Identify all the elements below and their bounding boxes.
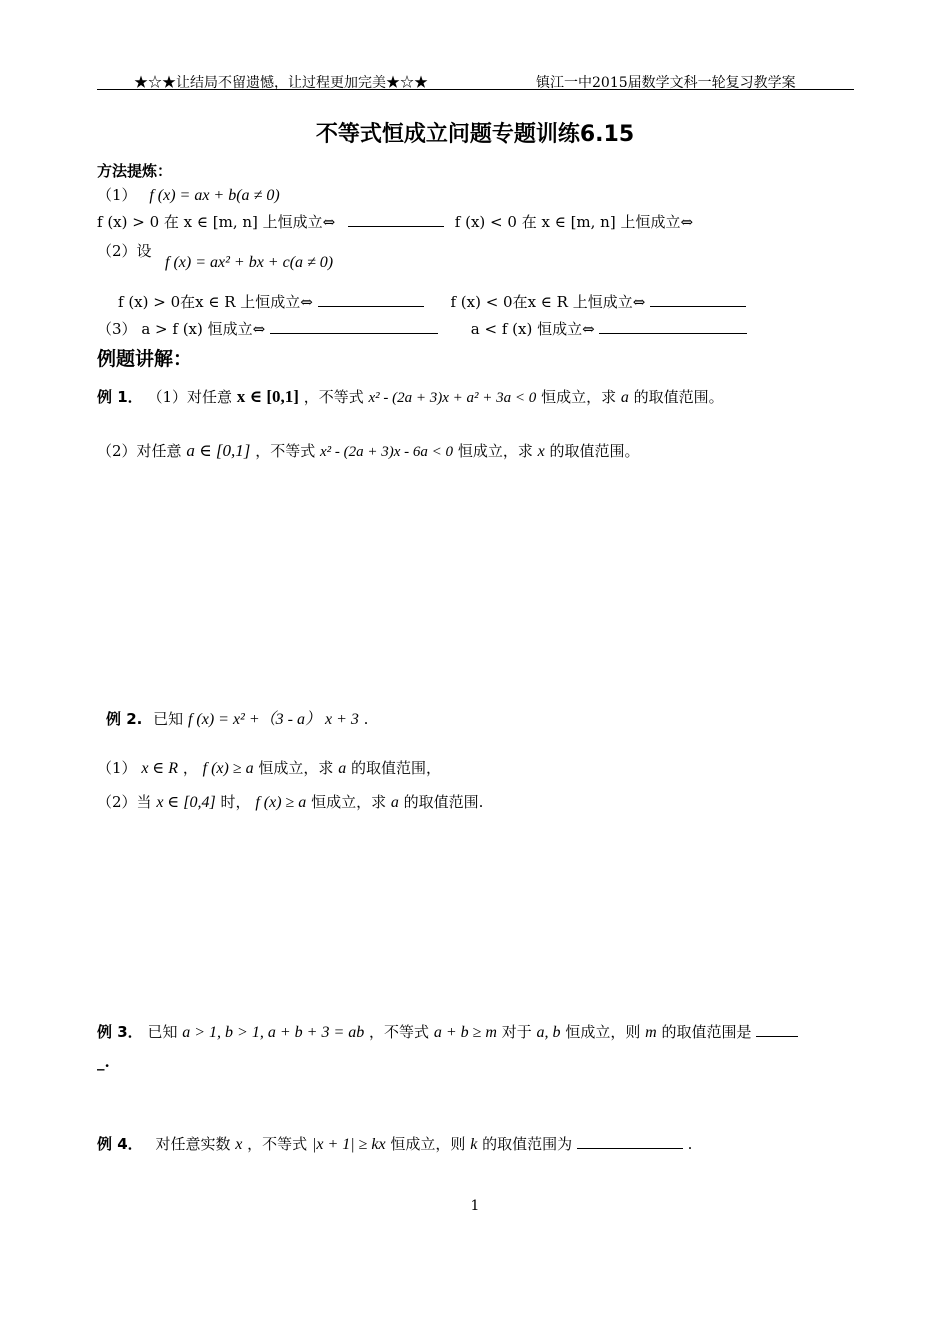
- text: （2）对任意: [97, 442, 182, 460]
- text: 对任意实数: [155, 1135, 231, 1153]
- method-2-b: f (x) < 0 在 x ∈ [m, n] 上恒成立⇔: [454, 213, 694, 231]
- method-5-num: （3）: [97, 320, 137, 338]
- method-1-num: （1）: [97, 186, 137, 204]
- math-inequality: |x + 1| ≥ kx: [311, 1136, 386, 1153]
- method-line-4: [118, 291, 746, 312]
- text: 已知: [153, 710, 184, 728]
- example-3: [97, 1021, 798, 1042]
- example-2-part-2: [97, 791, 483, 812]
- method-heading: 方法提炼：: [97, 162, 173, 180]
- text: ，不等式: [255, 442, 316, 460]
- math-var: x: [537, 443, 545, 460]
- text: .: [687, 1135, 693, 1153]
- example-3-label: 例 3．: [97, 1023, 143, 1041]
- method-2-formula: f (x) = ax² + bx + c(a ≠ 0): [165, 254, 334, 271]
- method-5-a: a > f (x) 恒成立⇔: [141, 320, 266, 338]
- text: ，不等式: [369, 1023, 430, 1041]
- text: 的取值范围是: [661, 1023, 752, 1041]
- math-function: f (x) = x² +（3 - a） x + 3: [187, 711, 359, 728]
- math-condition: a > 1, b > 1, a + b + 3 = ab: [182, 1024, 365, 1041]
- answer-blank[interactable]: [756, 1022, 798, 1037]
- method-5-b: a < f (x) 恒成立⇔: [470, 320, 595, 338]
- method-line-1: [97, 184, 280, 205]
- text: 的取值范围。: [549, 442, 640, 460]
- math-inequality: x² - (2a + 3)x - 6a < 0: [319, 444, 454, 460]
- math-var: m: [645, 1024, 657, 1041]
- math-set: x ∈ [0,1]: [236, 387, 299, 406]
- math-set: x ∈ [0,4]: [156, 794, 216, 811]
- example-4-label: 例 4．: [97, 1135, 143, 1153]
- text: 恒成立，则: [390, 1135, 466, 1153]
- method-2-a: f (x) > 0 在 x ∈ [m, n] 上恒成立⇔: [97, 213, 336, 231]
- text: .: [363, 710, 369, 728]
- text: 时，: [220, 793, 251, 811]
- page-number: 1: [470, 1198, 480, 1214]
- answer-blank[interactable]: [348, 212, 444, 227]
- math-set: x ∈ R: [141, 760, 179, 777]
- text: 的取值范围.: [403, 793, 484, 811]
- math-var: a: [338, 760, 347, 777]
- answer-blank[interactable]: [577, 1134, 683, 1149]
- method-2-num: （2）设: [97, 242, 152, 260]
- method-4-a: f (x) > 0在x ∈ R 上恒成立⇔: [118, 293, 313, 311]
- text: 的取值范围，: [350, 759, 441, 777]
- math-inequality: a + b ≥ m: [433, 1024, 497, 1041]
- text: 的取值范围。: [633, 388, 724, 406]
- answer-blank[interactable]: [270, 319, 438, 334]
- text: 的取值范围为: [482, 1135, 573, 1153]
- example-2-intro: [106, 706, 368, 729]
- math-inequality: f (x) ≥ a: [255, 794, 307, 811]
- text: 已知: [147, 1023, 178, 1041]
- math-inequality: x² - (2a + 3)x + a² + 3a < 0: [368, 390, 537, 406]
- math-var: a: [390, 794, 399, 811]
- text: ，不等式: [247, 1135, 308, 1153]
- math-set: a ∈ [0,1]: [186, 441, 251, 460]
- method-4-b: f (x) < 0在x ∈ R 上恒成立⇔: [450, 293, 646, 311]
- page-title: 不等式恒成立问题专题训练6.15: [315, 122, 635, 147]
- answer-blank[interactable]: [599, 319, 747, 334]
- text: 恒成立，求: [457, 442, 533, 460]
- header-left: ★☆★让结局不留遗憾，让过程更加完美★☆★: [134, 75, 428, 91]
- method-1-formula: f (x) = ax + b(a ≠ 0): [149, 187, 280, 204]
- example-1-label: 例 1．: [97, 388, 143, 406]
- example-1-part-1: [97, 386, 724, 407]
- header-right: 镇江一中2015届数学文科一轮复习教学案: [536, 75, 796, 91]
- example-1-part-2: [97, 440, 640, 461]
- example-3-continuation: _.: [97, 1053, 110, 1071]
- math-vars: a, b: [536, 1024, 561, 1041]
- text: 对于: [501, 1023, 532, 1041]
- answer-blank[interactable]: [650, 292, 746, 307]
- text: 恒成立，求: [541, 388, 617, 406]
- math-var: k: [470, 1136, 478, 1153]
- examples-heading: 例题讲解：: [97, 348, 193, 370]
- example-2-label: 例 2.: [106, 710, 143, 728]
- header-rule: [97, 89, 854, 90]
- text: ，不等式: [303, 388, 364, 406]
- text: （1）: [97, 759, 137, 777]
- example-4: [97, 1133, 692, 1154]
- math-var: a: [620, 389, 629, 406]
- method-line-5: [97, 318, 747, 339]
- method-line-2: [97, 211, 693, 232]
- example-2-part-1: [97, 757, 441, 778]
- text: 恒成立，求: [258, 759, 334, 777]
- text: ，: [182, 759, 198, 777]
- text: （1）对任意: [147, 388, 232, 406]
- text: 恒成立，求: [311, 793, 387, 811]
- text: （2）当: [97, 793, 152, 811]
- math-var: x: [235, 1136, 243, 1153]
- text: 恒成立，则: [565, 1023, 641, 1041]
- answer-blank[interactable]: [318, 292, 424, 307]
- math-inequality: f (x) ≥ a: [202, 760, 254, 777]
